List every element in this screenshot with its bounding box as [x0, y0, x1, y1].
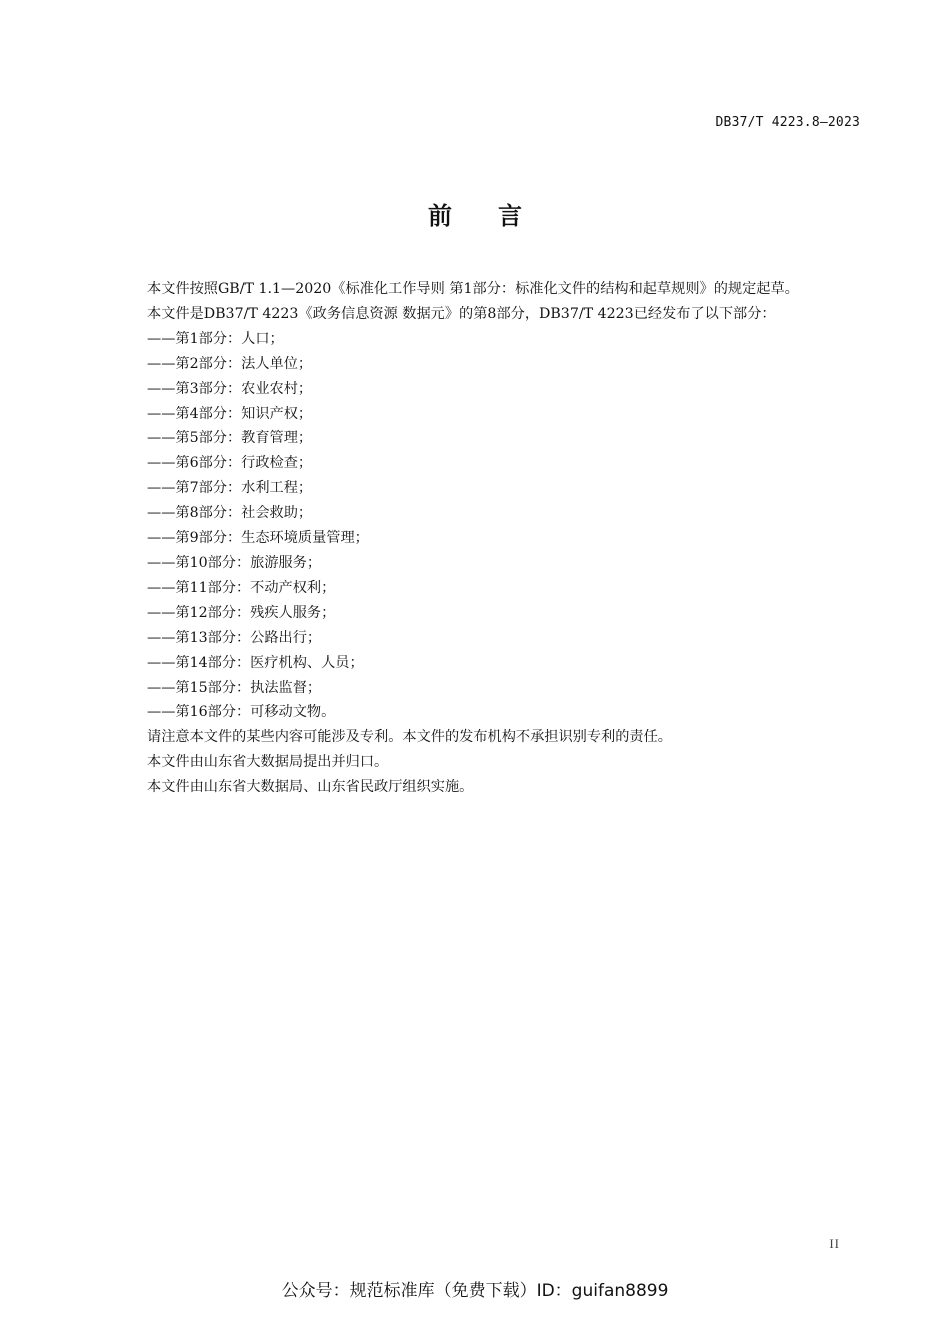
list-item: ——第1部分：人口；	[147, 330, 284, 347]
paragraph-drafting-basis: 本文件按照GB/T 1.1—2020《标准化工作导则 第1部分：标准化文件的结构和起草规则》的规定起草。	[147, 281, 799, 297]
list-item: ——第13部分：公路出行；	[147, 629, 322, 646]
list-item: ——第16部分：可移动文物。	[147, 704, 336, 721]
document-body	[113, 277, 861, 800]
footer-watermark: 公众号：规范标准库（免费下载）ID：guifan8899	[281, 1281, 669, 1301]
list-item: ——第14部分：医疗机构、人员；	[147, 654, 364, 671]
paragraph-series-intro: 本文件是DB37/T 4223《政务信息资源 数据元》的第8部分，DB37/T 4223已经发布了以下部分：	[147, 305, 776, 322]
parts-list	[113, 327, 861, 726]
paragraph-implementer: 本文件由山东省大数据局、山东省民政厅组织实施。	[147, 779, 474, 796]
list-item: ——第15部分：执法监督；	[147, 679, 322, 696]
list-item: ——第5部分：教育管理；	[147, 430, 313, 447]
list-item: ——第7部分：水利工程；	[147, 480, 313, 497]
paragraph-proposer: 本文件由山东省大数据局提出并归口。	[147, 754, 389, 771]
list-item: ——第6部分：行政检查；	[147, 455, 313, 472]
page-number: II	[829, 1236, 840, 1251]
list-item: ——第4部分：知识产权；	[147, 405, 313, 422]
page-title: 前言	[428, 202, 568, 230]
list-item: ——第9部分：生态环境质量管理；	[147, 530, 369, 547]
list-item: ——第10部分：旅游服务；	[147, 554, 322, 571]
list-item: ——第8部分：社会救助；	[147, 505, 313, 522]
document-code: DB37/T 4223.8—2023	[715, 115, 860, 130]
list-item: ——第2部分：法人单位；	[147, 355, 313, 372]
list-item: ——第11部分：不动产权利；	[147, 579, 336, 596]
paragraph-patent-notice: 请注意本文件的某些内容可能涉及专利。本文件的发布机构不承担识别专利的责任。	[147, 729, 672, 746]
list-item: ——第12部分：残疾人服务；	[147, 604, 336, 621]
list-item: ——第3部分：农业农村；	[147, 380, 313, 397]
